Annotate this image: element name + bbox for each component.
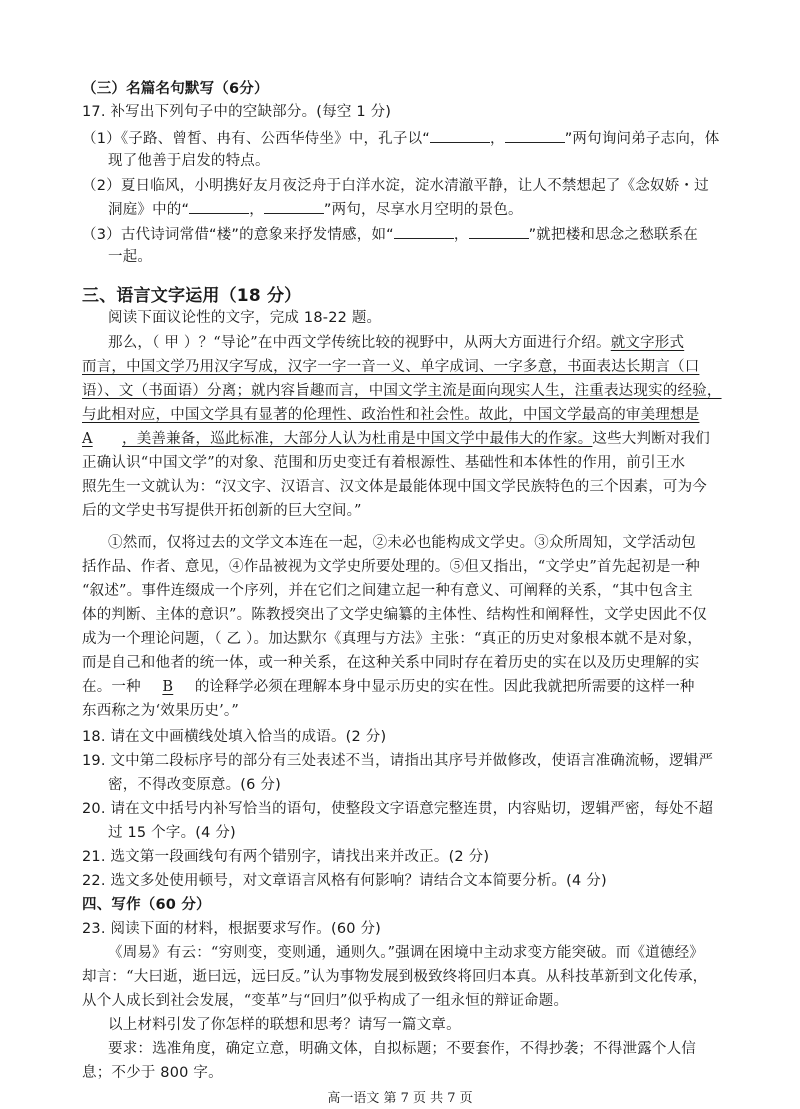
material-line1: 《周易》有云：“穷则变，变则通，通则久。”强调在困境中主动求变方能突破。而《道德经》 bbox=[108, 945, 704, 961]
question-20-line2: 过 15 个字。(4 分) bbox=[108, 825, 236, 841]
blank-B[interactable]: B bbox=[162, 679, 174, 695]
material-line3: 从个人成长到社会发展，“变革”与“回归”似乎构成了一组永恒的辩证命题。 bbox=[82, 993, 569, 1009]
comma: ， bbox=[490, 131, 505, 147]
question-17-1-line1 bbox=[82, 128, 719, 149]
q17-2-text-b: ”两句，尽享水月空明的景色。 bbox=[323, 202, 523, 218]
passage-p2-line7 bbox=[82, 677, 695, 697]
answer-blank[interactable] bbox=[394, 224, 454, 239]
comma: ， bbox=[249, 202, 264, 218]
passage-p2-line3: “叙述”。事件连缀成一个序列，并在它们之间建立起一种有意义、可阐释的关系，“其中包含主 bbox=[82, 583, 693, 599]
question-21: 21. 选文第一段画线句有两个错别字，请找出来并改正。(2 分) bbox=[82, 849, 490, 865]
passage-p2-line4: 体的判断、主体的意识”。陈教授突出了文学史编纂的主体性、结构性和阐释性，文学史因此不仅 bbox=[82, 607, 708, 623]
passage-p2-line1: ①然而，仅将过去的文学文本连在一起，②未必也能构成文学史。③众所周知，文学活动包 bbox=[108, 535, 696, 551]
passage-p1-line3: 语）、文（书面语）分离；就内容旨趣而言，中国文学主流是面向现实人生，注重表达现实的经验， bbox=[82, 383, 722, 399]
material-line2: 却言：“大曰逝，逝曰远，远曰反。”认为事物发展到极致终将回归本真。从科技革新到文化传承， bbox=[82, 969, 708, 985]
passage-p1-line4: 与此相对应，中国文学具有显著的伦理性、政治性和社会性。故此，中国文学最高的审美理想是 bbox=[82, 407, 700, 423]
passage-p2-line5: 成为一个理论问题，（ 乙 ）。加达默尔《真理与方法》主张：“真正的历史对象根本就不是对象， bbox=[82, 631, 703, 647]
q17-1-text-a: （1）《子路、曾皙、冉有、公西华侍坐》中，孔子以“ bbox=[82, 131, 430, 147]
q17-3-text-a: （3）古代诗词常借“楼”的意象来抒发情感，如“ bbox=[82, 227, 394, 243]
answer-blank[interactable] bbox=[264, 199, 324, 214]
passage-p1-line5 bbox=[82, 429, 710, 449]
comma: ， bbox=[453, 227, 469, 243]
part-title-language: 三、语言文字运用（18 分） bbox=[82, 286, 302, 306]
part-title-writing: 四、写作（60 分） bbox=[82, 897, 211, 913]
page-footer: 高一语文 第 7 页 共 7 页 bbox=[327, 1091, 473, 1106]
passage-p1-line7: 照先生一文就认为：“汉文字、汉语言、汉文体是最能体现中国文学民族特色的三个因素，可为今 bbox=[82, 479, 708, 495]
passage-p2-line6: 而是自己和他者的统一体，或一种关系，在这种关系中同时存在着历史的实在以及历史理解的实 bbox=[82, 655, 700, 671]
passage-p2-line8: 东西称之为‘效果历史’。” bbox=[82, 703, 239, 719]
p1-text: 那么，（ 甲 ）？“导论”在中西文学传统比较的视野中，从两大方面进行介绍。 bbox=[108, 335, 611, 351]
q17-1-text-b: ”两句询问弟子志向，体 bbox=[564, 131, 720, 147]
p2-text: 在。一种 bbox=[82, 679, 141, 695]
question-22: 22. 选文多处使用顿号，对文章语言风格有何影响？请结合文本简要分析。(4 分) bbox=[82, 873, 607, 889]
writing-prompt: 以上材料引发了你怎样的联想和思考？请写一篇文章。 bbox=[108, 1017, 461, 1033]
question-20-line1: 20. 请在文中括号内补写恰当的语句，使整段文字语意完整连贯，内容贴切，逻辑严密，每处不超 bbox=[82, 801, 714, 817]
passage-p1-line1 bbox=[108, 333, 684, 353]
answer-blank[interactable] bbox=[505, 128, 565, 143]
question-19-line2: 密，不得改变原意。(6 分) bbox=[108, 777, 281, 793]
passage-p2-line2: 括作品、作者、意见，④作品被视为文学史所要处理的。⑤但又指出，“文学史”首先起初是一种 bbox=[82, 559, 700, 575]
answer-blank[interactable] bbox=[189, 199, 249, 214]
p2-text: 的诠释学必须在理解本身中显示历史的实在性。因此我就把所需要的这样一种 bbox=[194, 679, 695, 695]
blank-A[interactable]: A bbox=[82, 431, 93, 447]
question-18: 18. 请在文中画横线处填入恰当的成语。(2 分) bbox=[82, 729, 387, 745]
p1-text: 这些大判断对我们 bbox=[592, 431, 711, 447]
question-17-2-line2 bbox=[108, 199, 523, 220]
passage-p1-line6: 正确认识“中国文学”的对象、范围和历史变迁有着根源性、基础性和本体性的作用，前引王水 bbox=[82, 455, 686, 471]
q17-2-text-a: 洞庭》中的“ bbox=[108, 202, 190, 218]
writing-requirements-line1: 要求：选准角度，确定立意，明确文体，自拟标题；不要套作，不得抄袭；不得泄露个人信 bbox=[108, 1041, 696, 1057]
question-17-1-line2: 现了他善于启发的特点。 bbox=[108, 153, 270, 169]
writing-requirements-line2: 息；不少于 800 字。 bbox=[82, 1065, 223, 1081]
answer-blank[interactable] bbox=[469, 224, 529, 239]
underlined-text: ，美善兼备，巡此标准，大部分人认为杜甫是中国文学中最伟大的作家。 bbox=[122, 431, 593, 447]
answer-blank[interactable] bbox=[430, 128, 490, 143]
question-17-3-line1 bbox=[82, 224, 698, 245]
question-17-3-line2: 一起。 bbox=[108, 249, 153, 265]
underlined-sentence: 就文字形式 bbox=[610, 335, 685, 351]
q17-3-text-b: ”就把楼和思念之愁联系在 bbox=[528, 227, 698, 243]
question-23: 23. 阅读下面的材料，根据要求写作。(60 分) bbox=[82, 921, 382, 937]
passage-p1-line2: 而言，中国文学乃用汉字写成，汉字一字一音一义、单字成词、一字多意，书面表达长期言（口 bbox=[82, 359, 700, 375]
question-17: 17. 补写出下列句子中的空缺部分。(每空 1 分) bbox=[82, 104, 392, 120]
reading-instruction: 阅读下面议论性的文字，完成 18-22 题。 bbox=[108, 310, 382, 326]
question-19-line1: 19. 文中第二段标序号的部分有三处表述不当，请指出其序号并做修改，使语言准确流畅，逻辑严 bbox=[82, 753, 714, 769]
passage-p1-line8: 后的文学史书写提供开拓创新的巨大空间。” bbox=[82, 503, 362, 519]
section-title-recitation: （三）名篇名句默写（6分） bbox=[82, 81, 269, 97]
question-17-2-line1: （2）夏日临风，小明携好友月夜泛舟于白洋水淀，淀水清澈平静，让人不禁想起了《念奴娇・过 bbox=[82, 178, 709, 194]
